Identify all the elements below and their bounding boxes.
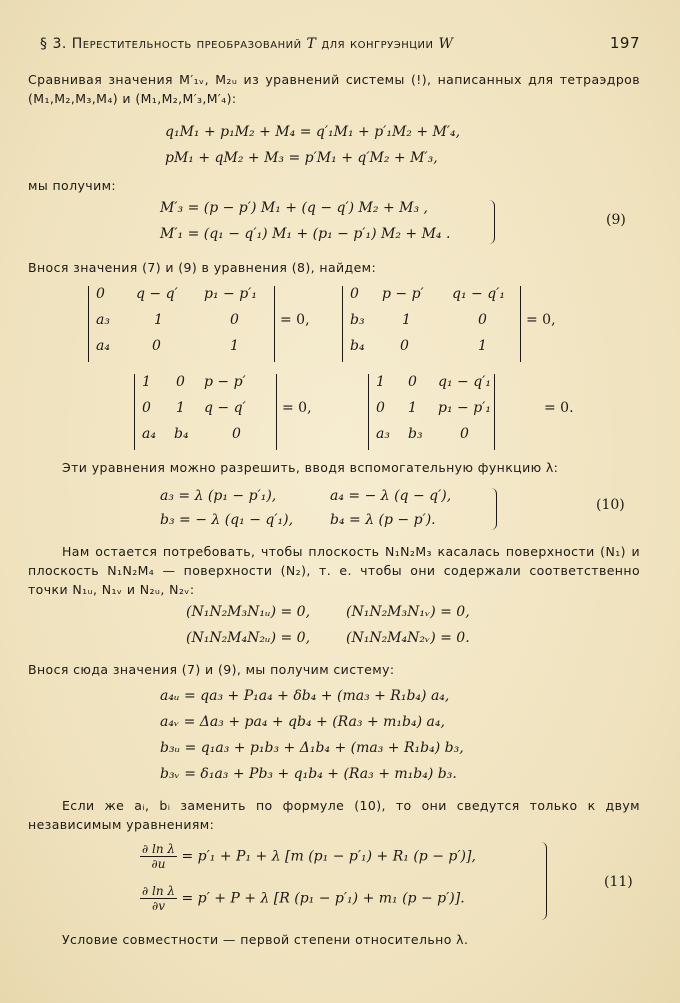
section-title: Перестительность преобразований bbox=[71, 36, 302, 52]
det2-cell: 1 bbox=[402, 312, 411, 328]
paragraph-8: Условие совместности — первой степени относительно λ. bbox=[62, 932, 469, 947]
paragraph-7: Если же aᵢ, bᵢ заменить по формуле (10), то они сведутся только к двум независимым уравнениям: bbox=[28, 798, 640, 832]
det3-cell: p − p′ bbox=[204, 374, 246, 390]
header-title bbox=[40, 36, 453, 52]
equation-number-9: (9) bbox=[606, 212, 626, 228]
title-T: T bbox=[306, 36, 317, 52]
equation-Nb1: (N₁N₂M₄N₂ᵤ) = 0, bbox=[186, 630, 311, 646]
det4-rhs: = 0. bbox=[544, 400, 574, 416]
equation-11a bbox=[140, 842, 476, 871]
equation-number-10: (10) bbox=[596, 497, 625, 513]
det1-cell: p₁ − p′₁ bbox=[204, 286, 257, 302]
det4-cell: a₃ bbox=[376, 426, 390, 442]
system-eq-2: a₄ᵥ = Δa₃ + pa₄ + qb₄ + (Ra₃ + m₁b₄) a₄, bbox=[160, 714, 445, 730]
page-number: 197 bbox=[609, 34, 640, 52]
det3-cell: 0 bbox=[142, 400, 151, 416]
det4-cell: q₁ − q′₁ bbox=[438, 374, 491, 390]
fraction-numerator: ∂ ln λ bbox=[142, 884, 176, 898]
brace-9 bbox=[488, 200, 495, 244]
determinant-4 bbox=[368, 374, 608, 450]
system-eq-4: b₃ᵥ = δ₁a₃ + Pb₃ + q₁b₄ + (Ra₃ + m₁b₄) b₃. bbox=[160, 766, 457, 782]
det4-cell: 0 bbox=[460, 426, 469, 442]
det3-cell: 0 bbox=[176, 374, 185, 390]
det1-cell: a₄ bbox=[96, 338, 110, 354]
det1-cell: a₃ bbox=[96, 312, 110, 328]
title-W: W bbox=[438, 36, 454, 52]
equation-10a2: a₄ = − λ (q − q′), bbox=[330, 488, 452, 504]
system-eq-3: b₃ᵤ = q₁a₃ + p₁b₃ + Δ₁b₄ + (ma₃ + R₁b₄) b₃, bbox=[160, 740, 464, 756]
section-number: § 3. bbox=[40, 36, 67, 52]
det2-rhs: = 0, bbox=[526, 312, 556, 328]
section-title-rest: для конгруэнции bbox=[321, 36, 434, 52]
equation-Na2: (N₁N₂M₃N₁ᵥ) = 0, bbox=[346, 604, 470, 620]
det3-cell: 1 bbox=[176, 400, 185, 416]
det4-cell: b₃ bbox=[408, 426, 423, 442]
det2-cell: q₁ − q′₁ bbox=[452, 286, 505, 302]
det4-cell: 1 bbox=[408, 400, 417, 416]
fraction-denominator: ∂v bbox=[152, 899, 165, 913]
det1-cell: q − q′ bbox=[136, 286, 178, 302]
det3-cell: 1 bbox=[142, 374, 151, 390]
det2-cell: 0 bbox=[400, 338, 409, 354]
equation-9a: M′₃ = (p − p′) M₁ + (q − q′) M₂ + M₃ , bbox=[160, 200, 428, 216]
equation-11b bbox=[140, 884, 465, 913]
fraction-11b bbox=[140, 884, 177, 913]
det3-cell: b₄ bbox=[174, 426, 189, 442]
det4-cell: 1 bbox=[376, 374, 385, 390]
equation-10b1: b₃ = − λ (q₁ − q′₁), bbox=[160, 512, 294, 528]
det1-rhs: = 0, bbox=[280, 312, 310, 328]
det1-cell: 0 bbox=[152, 338, 161, 354]
determinant-1 bbox=[88, 286, 318, 362]
paragraph-1: Сравнивая значения M′₁ᵥ, M₂ᵤ из уравнений системы (!), написанных для тетраэдров (M₁,M₂,M₃,M₄) и (M₁,M₂,M′₃,M′₄): bbox=[28, 72, 640, 106]
det1-cell: 1 bbox=[230, 338, 239, 354]
paragraph-2: мы получим: bbox=[28, 178, 117, 193]
paragraph-5: Нам остается потребовать, чтобы плоскость N₁N₂M₃ касалась поверхности (N₁) и плоскость N₁N₂M₄ — поверхности (N₂), т. е. чтобы они содержали соответственно точки N₁ᵤ, N₁ᵥ и N₂ᵤ, N₂ᵥ: bbox=[28, 544, 640, 597]
det4-cell: 0 bbox=[376, 400, 385, 416]
det2-cell: b₃ bbox=[350, 312, 365, 328]
det3-rhs: = 0, bbox=[282, 400, 312, 416]
det3-cell: a₄ bbox=[142, 426, 156, 442]
det1-cell: 1 bbox=[154, 312, 163, 328]
brace-10 bbox=[490, 488, 497, 530]
det4-cell: p₁ − p′₁ bbox=[438, 400, 491, 416]
equation-1a: q₁M₁ + p₁M₂ + M₄ = q′₁M₁ + p′₁M₂ + M′₄, bbox=[165, 124, 461, 140]
running-header bbox=[40, 34, 640, 52]
paragraph-6: Внося сюда значения (7) и (9), мы получим систему: bbox=[28, 662, 395, 677]
equation-10b2: b₄ = λ (p − p′). bbox=[330, 512, 436, 528]
det4-cell: 0 bbox=[408, 374, 417, 390]
equation-number-11: (11) bbox=[604, 874, 633, 890]
det2-cell: p − p′ bbox=[382, 286, 424, 302]
fraction-denominator: ∂u bbox=[151, 857, 166, 871]
determinant-3 bbox=[134, 374, 344, 450]
equation-10a1: a₃ = λ (p₁ − p′₁), bbox=[160, 488, 277, 504]
equation-Na1: (N₁N₂M₃N₁ᵤ) = 0, bbox=[186, 604, 311, 620]
brace-11 bbox=[540, 842, 547, 920]
equation-11a-rhs: = p′₁ + P₁ + λ [m (p₁ − p′₁) + R₁ (p − p′)], bbox=[181, 848, 476, 865]
det2-cell: 1 bbox=[478, 338, 487, 354]
fraction-11a bbox=[140, 842, 177, 871]
equation-Nb2: (N₁N₂M₄N₂ᵥ) = 0. bbox=[346, 630, 470, 646]
det1-cell: 0 bbox=[96, 286, 105, 302]
system-eq-1: a₄ᵤ = qa₃ + P₁a₄ + δb₄ + (ma₃ + R₁b₄) a₄, bbox=[160, 688, 450, 704]
det2-cell: b₄ bbox=[350, 338, 365, 354]
paragraph-4: Эти уравнения можно разрешить, вводя вспомогательную функцию λ: bbox=[62, 460, 559, 475]
equation-11b-rhs: = p′ + P + λ [R (p₁ − p′₁) + m₁ (p − p′)]. bbox=[181, 890, 465, 907]
det2-cell: 0 bbox=[350, 286, 359, 302]
equation-9b: M′₁ = (q₁ − q′₁) M₁ + (p₁ − p′₁) M₂ + M₄ . bbox=[160, 226, 451, 242]
paragraph-3: Внося значения (7) и (9) в уравнения (8), найдем: bbox=[28, 260, 377, 275]
equation-1b: pM₁ + qM₂ + M₃ = p′M₁ + q′M₂ + M′₃, bbox=[165, 150, 438, 166]
det3-cell: 0 bbox=[232, 426, 241, 442]
determinant-2 bbox=[342, 286, 582, 362]
fraction-numerator: ∂ ln λ bbox=[142, 842, 176, 856]
det2-cell: 0 bbox=[478, 312, 487, 328]
det3-cell: q − q′ bbox=[204, 400, 246, 416]
det1-cell: 0 bbox=[230, 312, 239, 328]
